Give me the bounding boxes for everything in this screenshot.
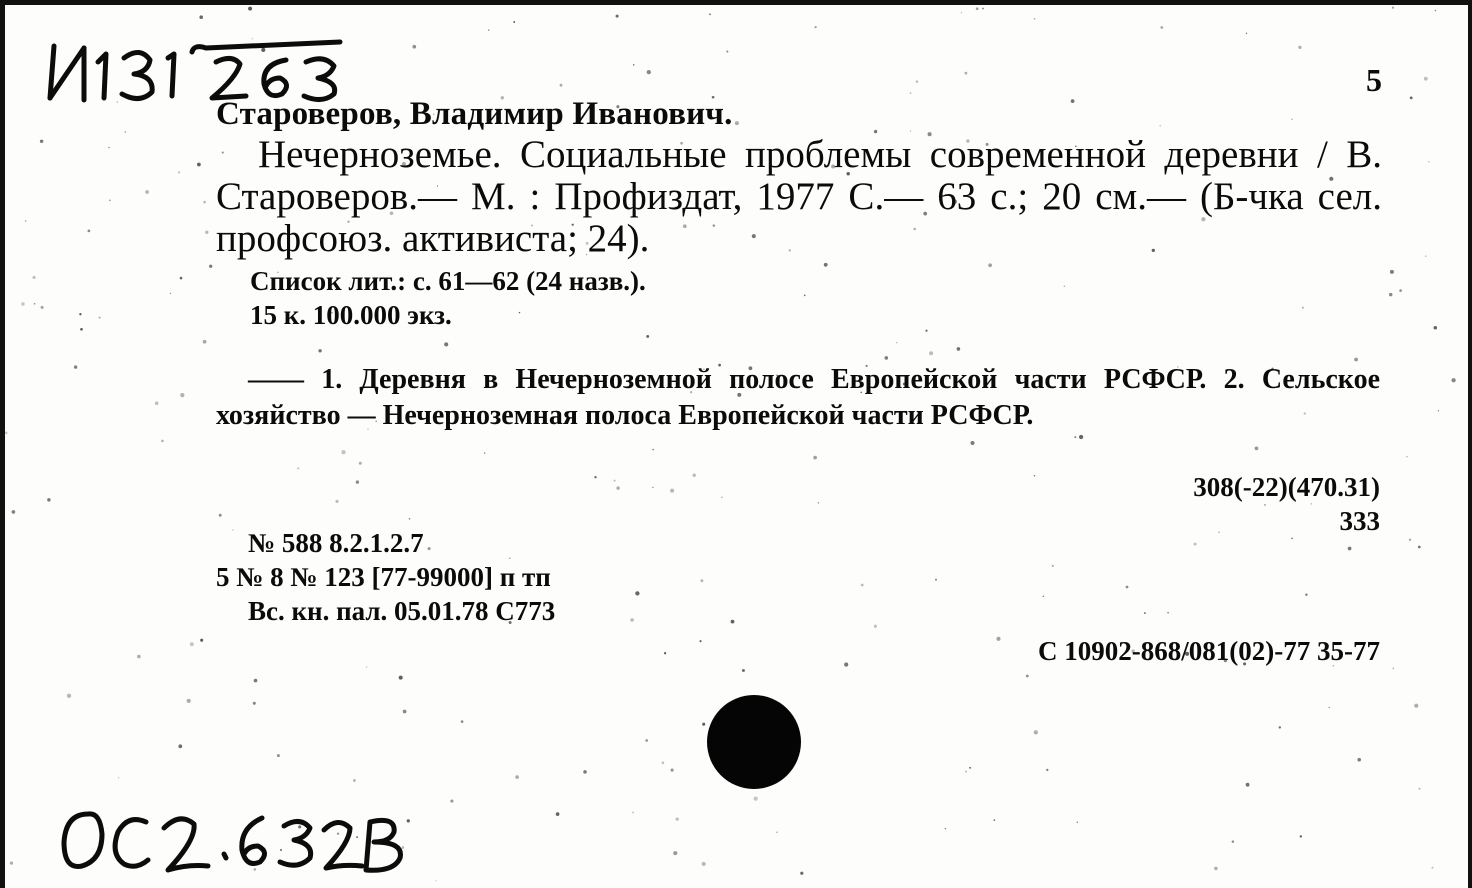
author-heading: Староверов, Владимир Иванович. [216, 96, 733, 132]
classification-index: 308(-22)(470.31) [1193, 472, 1380, 502]
bibliography-note: Список лит.: с. 61—62 (24 назв.). [250, 266, 646, 296]
bibliographic-description: Нечерноземье. Социальные проблемы современной деревни / В. Староверов.— М. : Профиздат, 1977 С.— 63 с.; 20 см.— (Б-чка сел. профсоюз. активиста; 24). [216, 133, 1382, 260]
card-number: 5 [1366, 62, 1382, 98]
order-number: № 588 8.2.1.2.7 [248, 528, 424, 558]
book-chamber-note: Вс. кн. пал. 05.01.78 С773 [248, 596, 556, 626]
print-run-details: 5 № 8 № 123 [77-99000] п тп [216, 562, 551, 592]
publisher-code: С 10902-868/081(02)-77 35-77 [1038, 636, 1380, 666]
handwritten-callnumber-bottom [48, 792, 408, 884]
price-and-run: 15 к. 100.000 экз. [250, 300, 452, 330]
card-punch-hole [707, 695, 801, 789]
subject-headings: —— 1. Деревня в Нечерноземной полосе Европейской части РСФСР. 2. Сельское хозяйство — Нечерноземная полоса Европейской части РСФСР. [216, 364, 1380, 431]
author-mark: 333 [1339, 506, 1380, 536]
